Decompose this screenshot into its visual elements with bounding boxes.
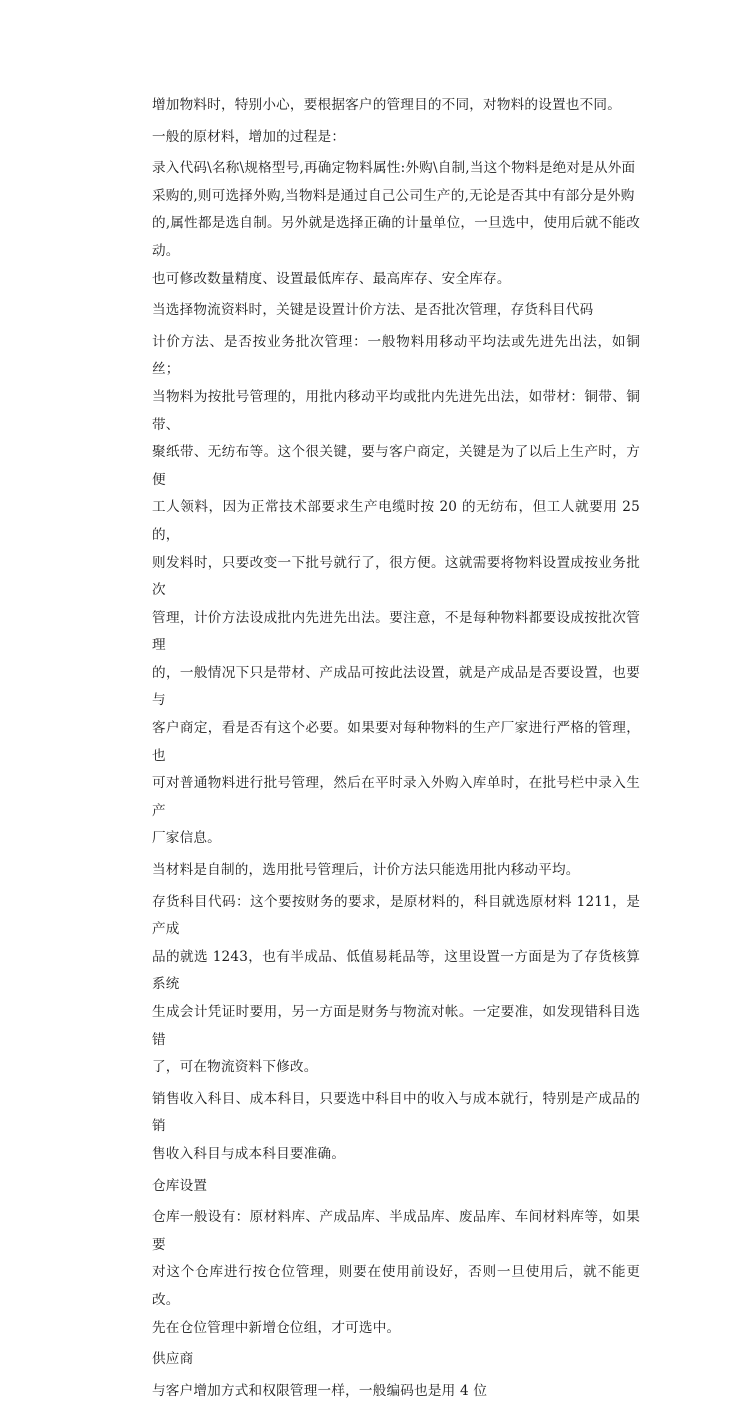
paragraph-intro: 增加物料时，特别小心，要根据客户的管理目的不同，对物料的设置也不同。 [152,97,621,113]
paragraph-logistics-data: 当选择物流资料时，关键是设置计价方法、是否批次管理，存货科目代码 [152,302,594,319]
paragraph-self-made-material: 当材料是自制的，选用批号管理后，计价方法只能选用批内移动平均。 [152,862,580,879]
paragraph-pricing-method: 计价方法、是否按业务批次管理：一般物料用移动平均法或先进先出法，如铜丝； 当物料为按批号管理的，用批内移动平均或批内先进先出法，如带材：铜带、铜带、 聚纸带、无纺布等。这个很关键，要与客户商定，关键是为了以后上生产时，方便 工人领料，因为正常技术部要求生产电缆时按 20 的无纺布，但工人就要用 25 的， 则发料时，只要改变一下批号就行了，很方便。这就需要将物料设置成按业务批次 管理，计价方法设成批内先进先出法。要注意，不是每种物料都要设成按批次管理 的，一般情况下只是带材、产成品可按此法设置，就是产成品是否要设置，也要与 客户商定，看是否有这个必要。如果要对每种物料的生产厂家进行严格的管理，也 可对普通物料进行批号管理，然后在平时录入外购入库单时，在批号栏中录入生产 厂家信息。 [152,333,640,847]
paragraph-supplier-coding: 与客户增加方式和权限管理一样，一般编码也是用 4 位 [152,1382,488,1399]
section-heading-suppliers: 供应商 [152,1351,194,1368]
paragraph-warehouse-types: 仓库一般设有：原材料库、产成品库、半成品库、废品库、车间材料库等，如果要 对这个仓库进行按仓位管理，则要在使用前设好，否则一旦使用后，就不能更改。 先在仓位管理中新增仓位组，才可选中。 [152,1209,640,1336]
section-heading-warehouse-setup: 仓库设置 [152,1177,208,1194]
paragraph-sales-cost-accounts: 销售收入科目、成本科目，只要选中科目中的收入与成本就行，特别是产成品的销 售收入科目与成本科目要准确。 [152,1090,640,1162]
paragraph-inventory-account-code: 存货科目代码：这个要按财务的要求，是原材料的，科目就选原材料 1211，是产成 品的就选 1243，也有半成品、低值易耗品等，这里设置一方面是为了存货核算系统 生成会计凭证时要用，另一方面是财务与物流对帐。一定要准，如发现错科目选错 了，可在物流资料下修改。 [152,893,640,1076]
paragraph-entry-steps: 录入代码\名称\规格型号,再确定物料属性:外购\自制,当这个物料是绝对是从外面 采购的,则可选择外购,当物料是通过自己公司生产的,无论是否其中有部分是外购 的,属性都是选自制。另外就是选择正确的计量单位，一旦选中，使用后就不能改动。 也可修改数量精度、设置最低库存、最高库存、安全库存。 [152,160,640,287]
document-body [152,92,640,1409]
paragraph-raw-material-heading: 一般的原材料，增加的过程是： [152,128,346,145]
